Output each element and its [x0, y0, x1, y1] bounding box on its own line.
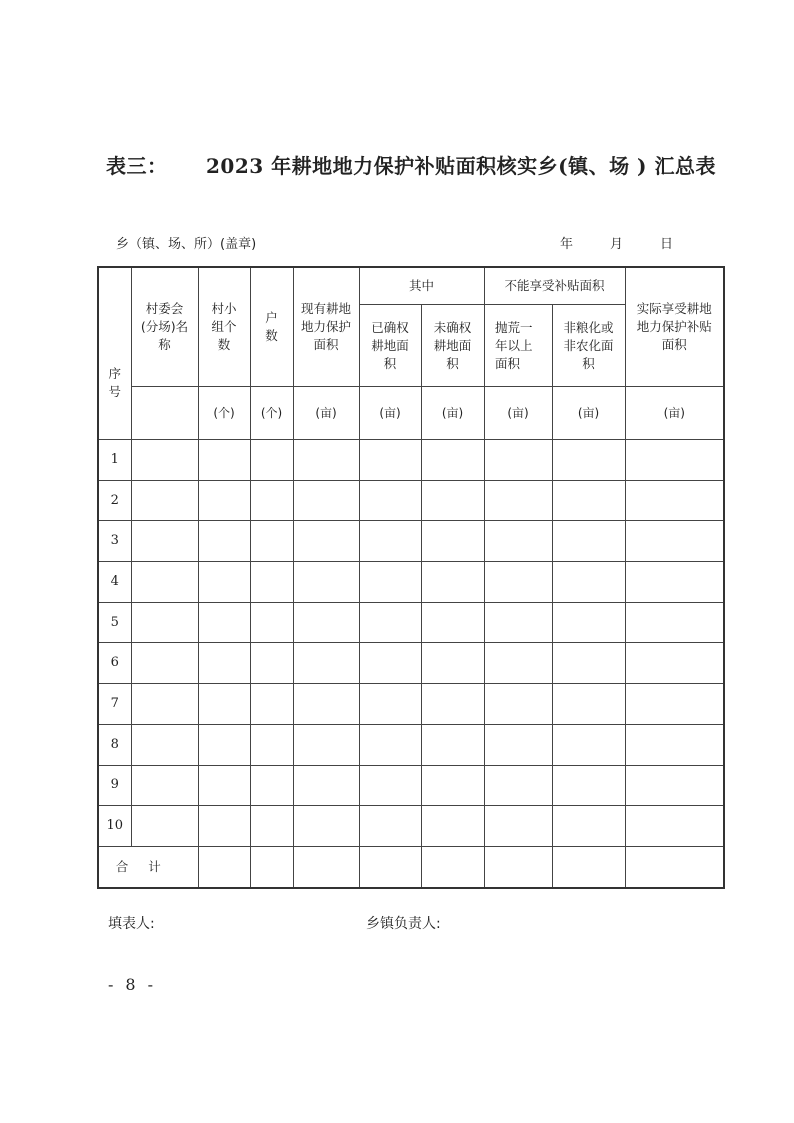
- filler-label: 填表人:: [108, 916, 155, 932]
- table-row: [98, 562, 724, 603]
- summary-table: [97, 266, 725, 889]
- table-cell: [250, 562, 293, 603]
- unit-unconfirmed: (亩): [421, 387, 484, 440]
- row-number: 10: [98, 806, 131, 847]
- table-cell: [625, 643, 724, 684]
- table-cell: [552, 684, 625, 725]
- row-number: 7: [98, 684, 131, 725]
- year-label: 年: [560, 237, 574, 252]
- table-cell: [484, 440, 552, 481]
- table-cell: [552, 521, 625, 562]
- table-cell: [421, 480, 484, 521]
- table-row: [98, 765, 724, 806]
- table-cell: [359, 684, 421, 725]
- table-cell: [625, 440, 724, 481]
- table-cell: [293, 521, 359, 562]
- table-cell: [293, 480, 359, 521]
- township-seal-label: 乡（镇、场、所）(盖章): [116, 237, 257, 252]
- table-cell: [198, 562, 250, 603]
- table-cell: [198, 602, 250, 643]
- header-row-1: [98, 267, 724, 305]
- table-cell: [293, 602, 359, 643]
- table-cell: [625, 724, 724, 765]
- row-number: 9: [98, 765, 131, 806]
- unit-actual: (亩): [625, 387, 724, 440]
- table-cell: [293, 643, 359, 684]
- table-row: [98, 480, 724, 521]
- table-cell: [250, 480, 293, 521]
- table-cell: [131, 480, 198, 521]
- table-cell: [421, 684, 484, 725]
- table-cell: [131, 806, 198, 847]
- day-label: 日: [660, 237, 674, 252]
- table-row: [98, 724, 724, 765]
- table-cell: [625, 765, 724, 806]
- table-cell: [293, 724, 359, 765]
- table-cell: [421, 602, 484, 643]
- header-unconfirmed: 未确权耕地面积: [421, 305, 484, 387]
- date-line: [560, 233, 710, 252]
- table-cell: [359, 562, 421, 603]
- row-number: 5: [98, 602, 131, 643]
- table-cell: [198, 806, 250, 847]
- total-row: [98, 846, 724, 888]
- table-row: [98, 684, 724, 725]
- table-cell: [293, 806, 359, 847]
- unit-groups: (个): [198, 387, 250, 440]
- header-actual: 实际享受耕地地力保护补贴面积: [625, 267, 724, 387]
- table-cell: [359, 480, 421, 521]
- table-cell: [293, 765, 359, 806]
- row-number: 2: [98, 480, 131, 521]
- dash-right: -: [147, 975, 153, 994]
- table-cell: [552, 562, 625, 603]
- table-cell: [293, 440, 359, 481]
- table-cell: [552, 806, 625, 847]
- table-cell: [131, 521, 198, 562]
- table-cell: [198, 521, 250, 562]
- table-cell: [250, 765, 293, 806]
- table-cell: [421, 521, 484, 562]
- table-row: [98, 806, 724, 847]
- unit-non-grain: (亩): [552, 387, 625, 440]
- table-cell: [250, 602, 293, 643]
- table-cell: [131, 684, 198, 725]
- table-cell: [552, 724, 625, 765]
- table-cell: [131, 562, 198, 603]
- table-cell: [421, 765, 484, 806]
- table-cell: [625, 562, 724, 603]
- table-cell: [250, 440, 293, 481]
- row-number: 6: [98, 643, 131, 684]
- header-not-eligible: 不能享受补贴面积: [484, 267, 625, 305]
- table-cell: [359, 806, 421, 847]
- table-cell: [250, 724, 293, 765]
- header-non-grain: 非粮化或非农化面积: [552, 305, 625, 387]
- table-cell: [198, 765, 250, 806]
- unit-households: (个): [250, 387, 293, 440]
- table-cell: [359, 765, 421, 806]
- table-cell: [625, 602, 724, 643]
- header-seq: 序号: [98, 267, 131, 440]
- unit-row: [98, 387, 724, 440]
- header-of-which: 其中: [359, 267, 484, 305]
- header-abandoned: 抛荒一年以上面积: [484, 305, 552, 387]
- header-committee: 村委会(分场)名称: [131, 267, 198, 387]
- table-row: [98, 440, 724, 481]
- township-leader-label: 乡镇负责人:: [366, 916, 441, 932]
- table-cell: [484, 602, 552, 643]
- row-number: 3: [98, 521, 131, 562]
- row-number: 8: [98, 724, 131, 765]
- unit-current-area: (亩): [293, 387, 359, 440]
- page-number-value: 8: [125, 975, 136, 994]
- table-cell: [625, 684, 724, 725]
- table-cell: [484, 480, 552, 521]
- unit-confirmed: (亩): [359, 387, 421, 440]
- table-cell: [421, 724, 484, 765]
- table-cell: [484, 684, 552, 725]
- table-cell: [359, 724, 421, 765]
- table-cell: [552, 765, 625, 806]
- document-title: [106, 150, 746, 179]
- table-cell: [484, 806, 552, 847]
- table-cell: [359, 643, 421, 684]
- table-cell: [250, 806, 293, 847]
- table-cell: [250, 643, 293, 684]
- data-rows: [98, 440, 724, 847]
- table-cell: [131, 724, 198, 765]
- table-cell: [484, 643, 552, 684]
- title-text: 2023 年耕地地力保护补贴面积核实乡(镇、场 ) 汇总表: [206, 154, 716, 178]
- table-cell: [625, 480, 724, 521]
- unit-abandoned: (亩): [484, 387, 552, 440]
- table-cell: [484, 765, 552, 806]
- dash-left: -: [108, 975, 114, 994]
- header-confirmed: 已确权耕地面积: [359, 305, 421, 387]
- table-row: [98, 602, 724, 643]
- table-cell: [421, 643, 484, 684]
- table-cell: [484, 521, 552, 562]
- table-cell: [359, 440, 421, 481]
- table-cell: [250, 684, 293, 725]
- table-cell: [421, 440, 484, 481]
- table-cell: [198, 684, 250, 725]
- table-cell: [131, 643, 198, 684]
- table-row: [98, 643, 724, 684]
- table-cell: [552, 480, 625, 521]
- table-cell: [625, 521, 724, 562]
- row-number: 1: [98, 440, 131, 481]
- header-groups: 村小组个数: [198, 267, 250, 387]
- table-cell: [198, 440, 250, 481]
- table-cell: [250, 521, 293, 562]
- row-number: 4: [98, 562, 131, 603]
- total-label: 合计: [98, 846, 198, 888]
- table-label: 表三：: [106, 154, 168, 178]
- header-households: 户数: [250, 267, 293, 387]
- table-cell: [131, 765, 198, 806]
- table-cell: [484, 562, 552, 603]
- table-cell: [552, 643, 625, 684]
- table-cell: [198, 480, 250, 521]
- table-cell: [359, 602, 421, 643]
- table-cell: [198, 724, 250, 765]
- table-cell: [552, 440, 625, 481]
- table-cell: [421, 562, 484, 603]
- table-row: [98, 521, 724, 562]
- table-cell: [359, 521, 421, 562]
- table-cell: [552, 602, 625, 643]
- table-cell: [625, 806, 724, 847]
- header-current-area: 现有耕地地力保护面积: [293, 267, 359, 387]
- table-cell: [484, 724, 552, 765]
- table-cell: [293, 562, 359, 603]
- table-cell: [421, 806, 484, 847]
- table-cell: [198, 643, 250, 684]
- month-label: 月: [610, 237, 624, 252]
- table-cell: [131, 440, 198, 481]
- table-cell: [293, 684, 359, 725]
- table-cell: [131, 602, 198, 643]
- page-number: [108, 975, 165, 994]
